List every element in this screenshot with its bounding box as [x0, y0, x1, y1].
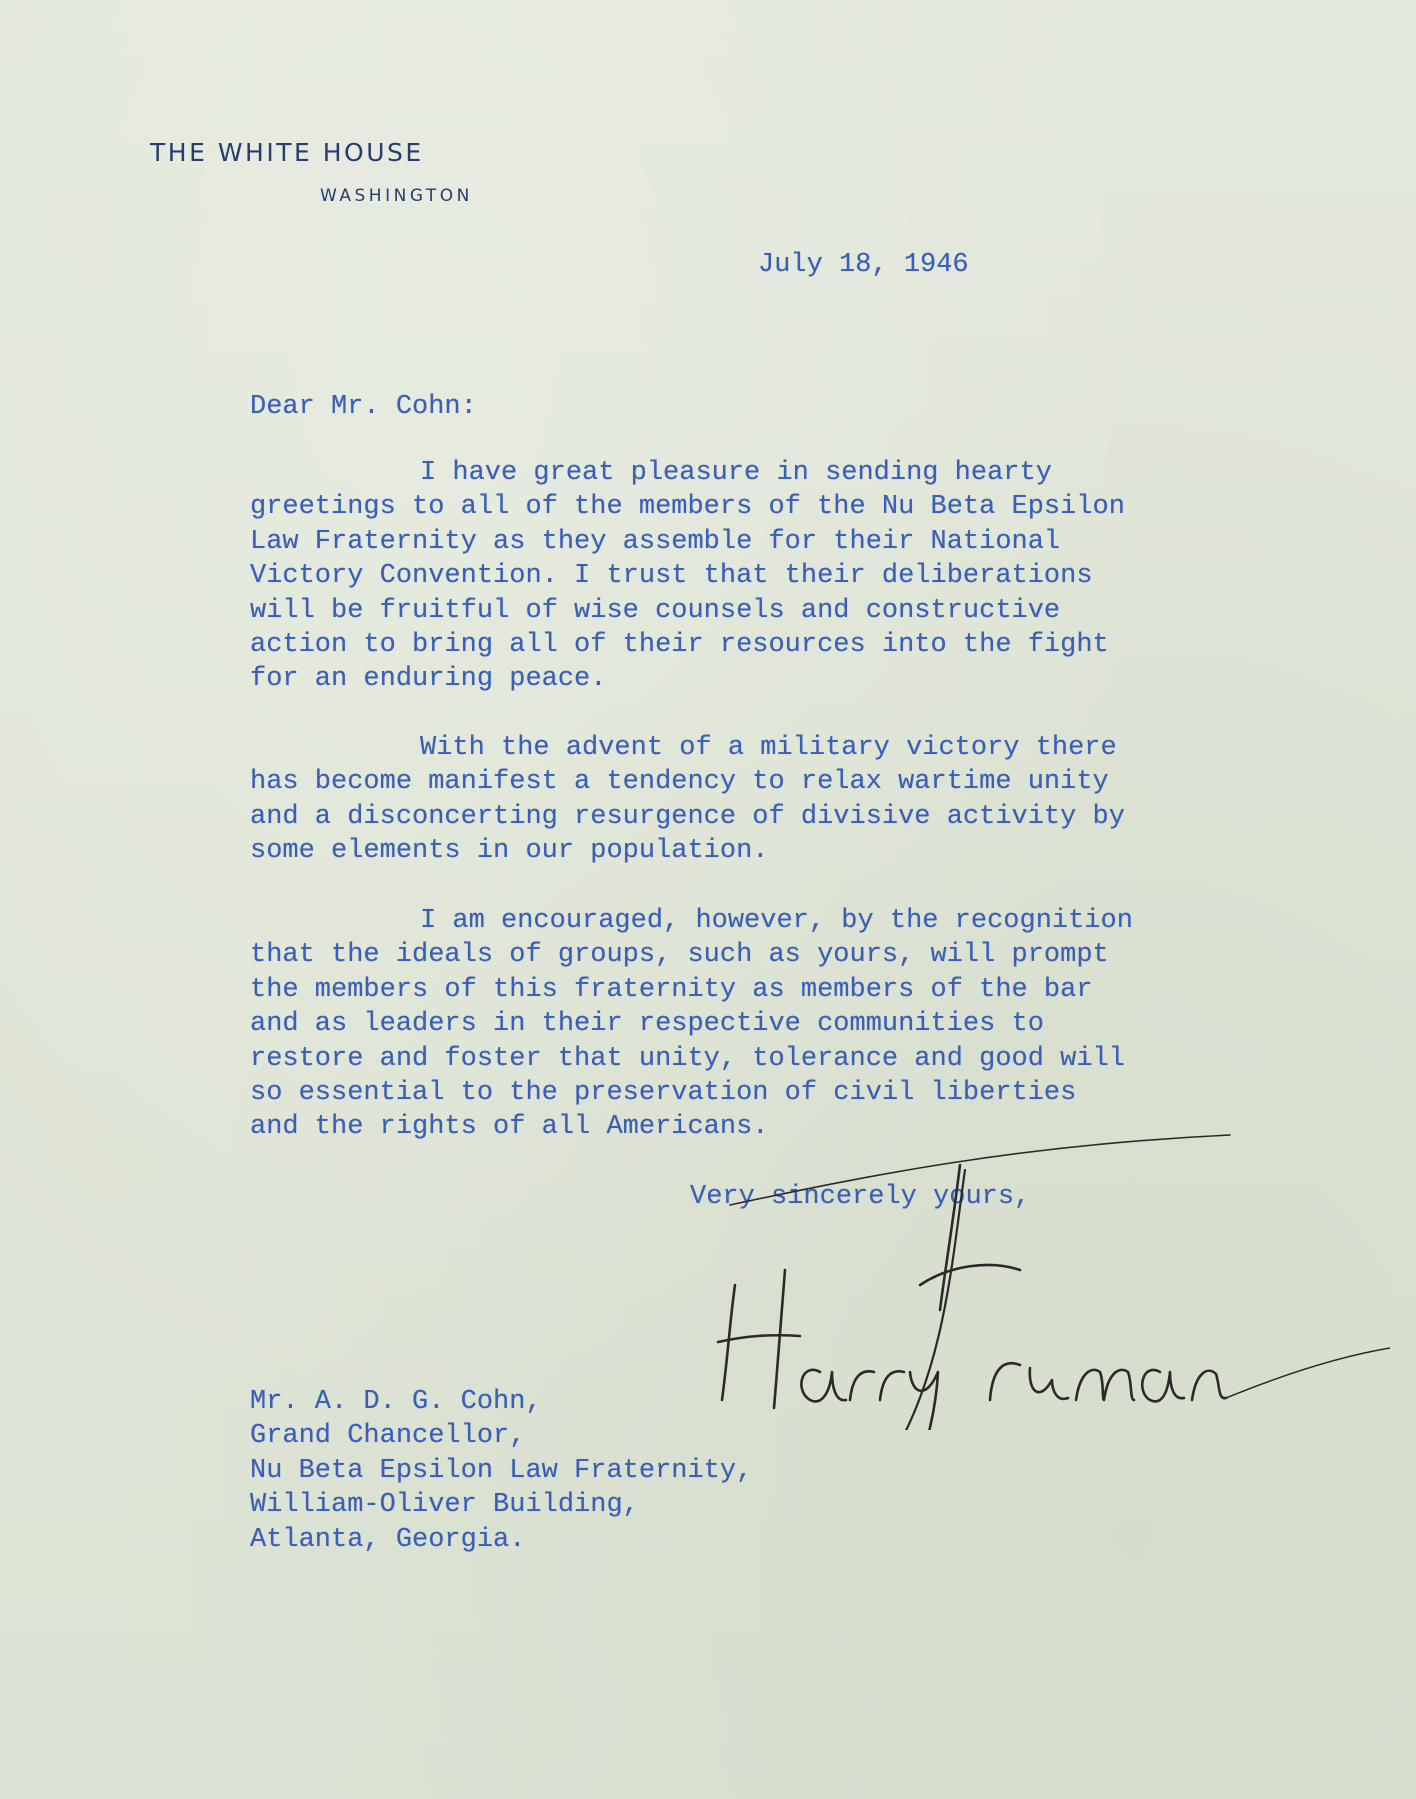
paragraph-line: I am encouraged, however, by the recognition: [420, 906, 1133, 936]
closing-line: Very sincerely yours,: [690, 1182, 1031, 1212]
paragraph-line: and a disconcerting resurgence of divisive activity by: [250, 801, 1125, 832]
address-line: Nu Beta Epsilon Law Fraternity,: [250, 1455, 753, 1486]
paragraph-line: will be fruitful of wise counsels and constructive: [250, 595, 1061, 626]
letterhead-title: THE WHITE HOUSE: [150, 138, 424, 167]
paragraph-line: greetings to all of the members of the Nu Beta Epsilon: [250, 492, 1125, 523]
body-paragraph-3: [250, 904, 1133, 1145]
address-line: Grand Chancellor,: [250, 1421, 526, 1452]
paragraph-line: so essential to the preservation of civil liberties: [250, 1078, 1077, 1109]
paragraph-line: has become manifest a tendency to relax wartime unity: [250, 767, 1109, 798]
address-line: Atlanta, Georgia.: [250, 1524, 526, 1555]
paragraph-line: restore and foster that unity, tolerance and good will: [250, 1043, 1125, 1074]
paragraph-line: that the ideals of groups, such as yours, will prompt: [250, 940, 1109, 971]
paragraph-line: Law Fraternity as they assemble for their National: [250, 526, 1061, 557]
salutation: Dear Mr. Cohn:: [250, 392, 477, 422]
paragraph-line: and as leaders in their respective communities to: [250, 1009, 1044, 1040]
paragraph-line: some elements in our population.: [250, 836, 769, 867]
address-line: Mr. A. D. G. Cohn,: [250, 1387, 542, 1417]
body-paragraph-1: [250, 456, 1125, 697]
recipient-address: [250, 1385, 752, 1557]
signature-strokes: [718, 1135, 1390, 1430]
letter-date: July 18, 1946: [758, 250, 969, 280]
paragraph-line: With the advent of a military victory there: [420, 733, 1117, 763]
paragraph-line: the members of this fraternity as members of the bar: [250, 974, 1093, 1005]
paragraph-line: I have great pleasure in sending hearty: [420, 458, 1052, 488]
paragraph-line: for an enduring peace.: [250, 664, 607, 695]
paragraph-line: action to bring all of their resources into the fight: [250, 630, 1109, 661]
address-line: William-Oliver Building,: [250, 1490, 639, 1521]
letterhead-city: WASHINGTON: [320, 186, 473, 206]
paragraph-line: and the rights of all Americans.: [250, 1112, 769, 1143]
body-paragraph-2: [250, 731, 1125, 869]
handwritten-signature: [690, 1110, 1390, 1430]
paragraph-line: Victory Convention. I trust that their deliberations: [250, 561, 1093, 592]
